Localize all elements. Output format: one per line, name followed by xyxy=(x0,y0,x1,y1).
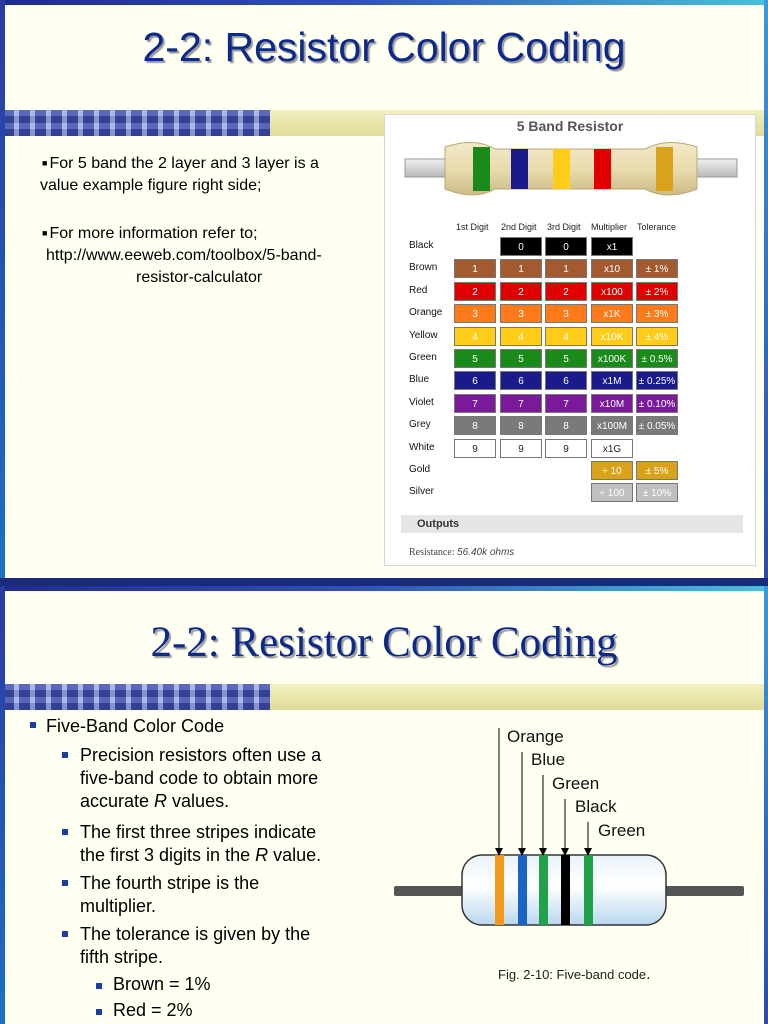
color-code-cell[interactable]: ± 0.5% xyxy=(636,349,678,368)
bullet-square-icon xyxy=(62,880,68,886)
resistance-value: 56.40k ohms xyxy=(457,547,515,558)
color-code-cell[interactable]: x100M xyxy=(591,416,633,435)
row-label: Gold xyxy=(409,464,431,475)
column-header: Tolerance xyxy=(637,222,677,232)
bullet-marker-icon: ■ xyxy=(42,158,48,168)
label-green-2: Green xyxy=(598,821,646,840)
row-label: Violet xyxy=(409,396,434,408)
row-label: Brown xyxy=(409,262,438,274)
bullet-line xyxy=(80,844,321,867)
bullet-2-link-cont[interactable]: resistor-calculator xyxy=(136,269,263,286)
color-code-cell[interactable]: ± 1% xyxy=(636,259,678,278)
variable-r: R xyxy=(154,791,168,811)
color-code-cell[interactable]: ± 10% xyxy=(636,483,678,502)
color-code-cell[interactable]: 3 xyxy=(545,304,587,323)
figure-caption-text: Fig. 2-10: Five-band code xyxy=(498,967,647,982)
color-code-cell[interactable]: 0 xyxy=(545,237,587,256)
bullet-square-icon xyxy=(62,752,68,758)
color-code-cell[interactable]: 9 xyxy=(454,439,496,458)
color-code-cell[interactable]: 0 xyxy=(500,237,542,256)
color-code-cell[interactable]: x100K xyxy=(591,349,633,368)
slide-frame-right xyxy=(764,0,768,578)
color-code-cell[interactable]: 3 xyxy=(454,304,496,323)
figure-caption-period: . xyxy=(646,966,651,983)
color-code-cell[interactable]: x100 xyxy=(591,282,633,301)
slide-2 xyxy=(0,586,768,1024)
color-code-cell[interactable]: 2 xyxy=(545,282,587,301)
color-code-cell[interactable]: 8 xyxy=(545,416,587,435)
slide-frame-top xyxy=(0,586,768,591)
checker-pattern xyxy=(5,110,270,136)
color-code-cell[interactable]: 7 xyxy=(500,394,542,413)
color-code-cell[interactable]: x10K xyxy=(591,327,633,346)
bullet-line: multiplier. xyxy=(80,896,157,916)
color-code-cell[interactable]: 5 xyxy=(545,349,587,368)
variable-r: R xyxy=(255,845,269,865)
color-code-cell[interactable]: 1 xyxy=(454,259,496,278)
row-label: Orange xyxy=(409,307,443,319)
color-code-cell[interactable]: ± 4% xyxy=(636,327,678,346)
label-orange: Orange xyxy=(507,727,564,746)
bullet-line-text: the first 3 digits in the xyxy=(80,845,256,865)
bullet-2 xyxy=(42,222,322,289)
color-code-cell[interactable]: 2 xyxy=(454,282,496,301)
bullet-line-text: values. xyxy=(167,791,230,811)
bullet-1-line-2: value example figure right side; xyxy=(40,177,262,194)
color-code-cell[interactable]: 9 xyxy=(500,439,542,458)
bullet-line: The tolerance is given by the xyxy=(80,924,311,944)
five-band-resistor-icon xyxy=(385,139,755,229)
color-code-cell[interactable]: x1K xyxy=(591,304,633,323)
resistance-label: Resistance: xyxy=(409,547,455,558)
column-header: 2nd Digit xyxy=(501,222,537,232)
row-label: Red xyxy=(409,284,428,296)
color-code-cell[interactable]: 7 xyxy=(454,394,496,413)
color-code-cell[interactable]: 4 xyxy=(500,327,542,346)
bullet-square-icon xyxy=(62,931,68,937)
row-label: Yellow xyxy=(409,329,438,341)
row-label: White xyxy=(409,441,435,453)
label-blue: Blue xyxy=(531,750,566,769)
color-code-cell[interactable]: 6 xyxy=(500,371,542,390)
figure-caption xyxy=(498,966,651,984)
bullet-line-text: accurate xyxy=(80,791,155,811)
sub-bullet-brown: Brown = 1% xyxy=(113,974,211,994)
color-code-cell[interactable]: ± 3% xyxy=(636,304,678,323)
bullet-line-text: value. xyxy=(268,845,322,865)
row-label: Blue xyxy=(409,374,430,386)
slide-frame-top xyxy=(0,0,768,5)
column-header: 1st Digit xyxy=(456,222,489,232)
bullet-square-icon xyxy=(96,1009,102,1015)
color-code-cell[interactable]: 3 xyxy=(500,304,542,323)
color-code-cell[interactable]: ± 0.05% xyxy=(636,416,678,435)
color-code-cell[interactable]: x10 xyxy=(591,259,633,278)
color-code-cell[interactable]: ± 0.25% xyxy=(636,371,678,390)
color-code-cell[interactable]: 4 xyxy=(454,327,496,346)
color-code-cell[interactable]: 9 xyxy=(545,439,587,458)
color-code-cell[interactable]: 1 xyxy=(545,259,587,278)
color-code-cell[interactable]: ± 5% xyxy=(636,461,678,480)
color-code-cell[interactable]: x1M xyxy=(591,371,633,390)
bullet-line: five-band code to obtain more xyxy=(80,768,319,788)
slide-1-title: 2-2: Resistor Color Coding xyxy=(142,24,626,70)
column-header: Multiplier xyxy=(591,222,628,232)
bullet-line xyxy=(80,790,321,813)
bullet-2-link[interactable]: http://www.eeweb.com/toolbox/5-band- xyxy=(46,247,322,264)
color-code-cell[interactable]: 8 xyxy=(454,416,496,435)
color-code-cell[interactable]: ± 0.10% xyxy=(636,394,678,413)
color-code-cell[interactable]: 7 xyxy=(545,394,587,413)
bullet-line: Precision resistors often use a xyxy=(80,745,322,765)
bullet-line: The fourth stripe is the xyxy=(80,873,260,893)
column-header: 3rd Digit xyxy=(547,222,581,232)
five-band-heading: Five-Band Color Code xyxy=(46,716,225,736)
color-code-cell[interactable]: 4 xyxy=(545,327,587,346)
bullet-point xyxy=(80,923,310,969)
color-code-cell[interactable]: 8 xyxy=(500,416,542,435)
row-label: Green xyxy=(409,352,437,363)
slide-frame-left xyxy=(0,0,5,578)
bullet-point xyxy=(80,872,259,918)
calculator-title: 5 Band Resistor xyxy=(516,118,624,134)
row-label: Black xyxy=(409,240,434,251)
bullet-point xyxy=(80,821,321,867)
five-band-resistor-figure xyxy=(386,722,766,962)
slide-2-title: 2-2: Resistor Color Coding xyxy=(150,619,618,666)
bullet-1-line-1: For 5 band the 2 layer and 3 layer is a xyxy=(49,155,319,172)
color-code-cell[interactable]: 2 xyxy=(500,282,542,301)
label-green-1: Green xyxy=(552,774,600,793)
row-label: Grey xyxy=(409,419,431,431)
bullet-2-line-1: For more information refer to; xyxy=(49,225,258,242)
row-label: Silver xyxy=(409,486,435,498)
bullet-square-icon xyxy=(30,722,36,728)
bullet-square-icon xyxy=(62,829,68,835)
bullet-square-icon xyxy=(96,983,102,989)
outputs-bar: Outputs xyxy=(401,515,743,533)
resistance-output xyxy=(409,547,514,558)
bullet-marker-icon: ■ xyxy=(42,228,48,238)
bullet-line: The first three stripes indicate xyxy=(80,822,317,842)
bullet-point xyxy=(80,744,321,813)
color-code-cell[interactable]: ÷ 10 xyxy=(591,461,633,480)
color-code-cell[interactable]: x10M xyxy=(591,394,633,413)
color-code-cell[interactable]: 1 xyxy=(500,259,542,278)
color-code-cell[interactable]: 5 xyxy=(454,349,496,368)
color-code-cell[interactable]: 6 xyxy=(454,371,496,390)
checker-pattern xyxy=(5,684,270,710)
bullet-1 xyxy=(42,152,319,197)
sub-bullet-red: Red = 2% xyxy=(113,1000,193,1020)
resistor-calculator-figure xyxy=(384,114,756,566)
color-code-cell[interactable]: 5 xyxy=(500,349,542,368)
label-black: Black xyxy=(575,797,617,816)
color-code-cell[interactable]: x1G xyxy=(591,439,633,458)
color-code-cell[interactable]: 6 xyxy=(545,371,587,390)
color-code-cell[interactable]: x1 xyxy=(591,237,633,256)
color-code-cell[interactable]: ± 2% xyxy=(636,282,678,301)
bullet-line: fifth stripe. xyxy=(80,947,164,967)
color-code-cell[interactable]: ÷ 100 xyxy=(591,483,633,502)
